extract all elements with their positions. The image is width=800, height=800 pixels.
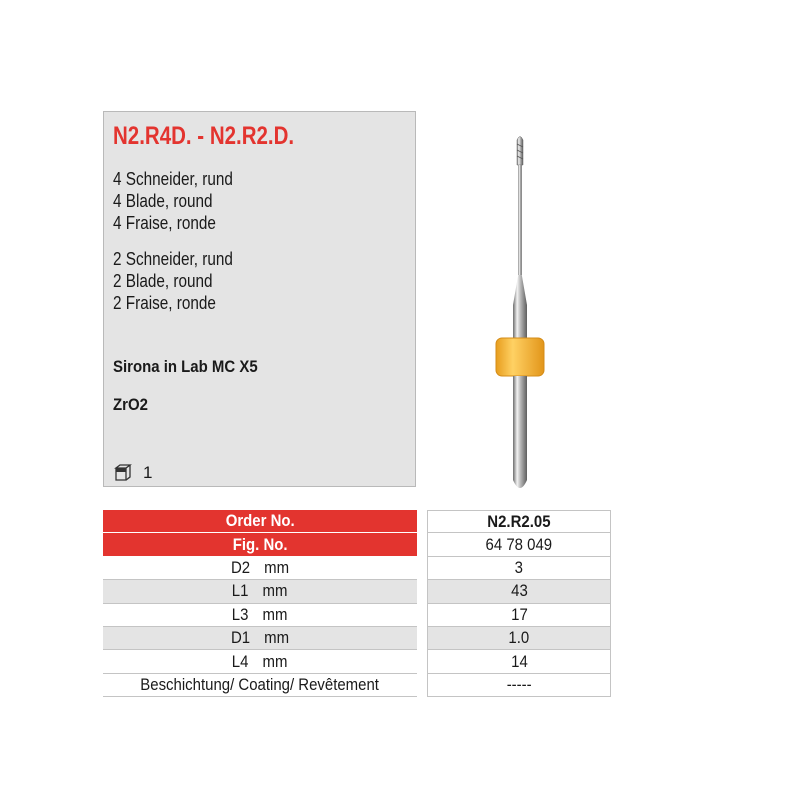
dimension-value: 14: [510, 651, 528, 671]
box-icon: [113, 464, 133, 482]
dimension-unit: mm: [262, 651, 288, 671]
table-row: [103, 580, 611, 603]
table-row: [103, 627, 611, 650]
description-line: 4 Fraise, ronde: [113, 213, 216, 233]
dimension-value: 1.0: [508, 628, 530, 648]
description-line: 2 Fraise, ronde: [113, 293, 216, 313]
fig-no-value: 64 78 049: [485, 534, 553, 554]
fig-no-label: Fig. No.: [232, 534, 288, 554]
description-line: 4 Blade, round: [113, 191, 213, 211]
dimension-label: D2: [230, 557, 251, 577]
milling-bur-image: [470, 130, 570, 500]
description-4-blade: [113, 168, 254, 234]
material-name: ZrO2: [113, 395, 148, 414]
order-no-label: Order No.: [225, 511, 295, 531]
table-row-coating: [103, 674, 611, 697]
dimension-value: 43: [510, 581, 528, 601]
dimension-unit: mm: [262, 581, 288, 601]
table-row: [103, 650, 611, 673]
coating-label: Beschichtung/ Coating/ Revêtement: [140, 674, 380, 694]
dimension-label: L1: [232, 581, 249, 601]
table-row: [103, 557, 611, 580]
table-row-order: [103, 510, 611, 533]
machine-name: Sirona in Lab MC X5: [113, 357, 258, 376]
description-line: 4 Schneider, rund: [113, 169, 233, 189]
pack-count: 1: [143, 463, 153, 482]
dimension-label: L4: [232, 651, 249, 671]
table-row: [103, 604, 611, 627]
dimension-value: 17: [510, 604, 528, 624]
coating-value: -----: [506, 674, 532, 694]
dimension-unit: mm: [264, 628, 290, 648]
dimension-label: L3: [232, 604, 249, 624]
spec-table: [103, 510, 611, 697]
order-no-value: N2.R2.05: [487, 511, 551, 531]
table-row-fig: [103, 533, 611, 556]
dimension-value: 3: [514, 557, 524, 577]
pack-quantity: [113, 463, 152, 483]
description-line: 2 Schneider, rund: [113, 249, 233, 269]
description-2-blade: [113, 248, 254, 314]
product-info-panel: [103, 111, 416, 487]
dimension-unit: mm: [262, 604, 288, 624]
product-title: N2.R4D. - N2.R2.D.: [113, 122, 295, 150]
dimension-unit: mm: [264, 557, 290, 577]
dimension-label: D1: [230, 628, 251, 648]
description-line: 2 Blade, round: [113, 271, 213, 291]
